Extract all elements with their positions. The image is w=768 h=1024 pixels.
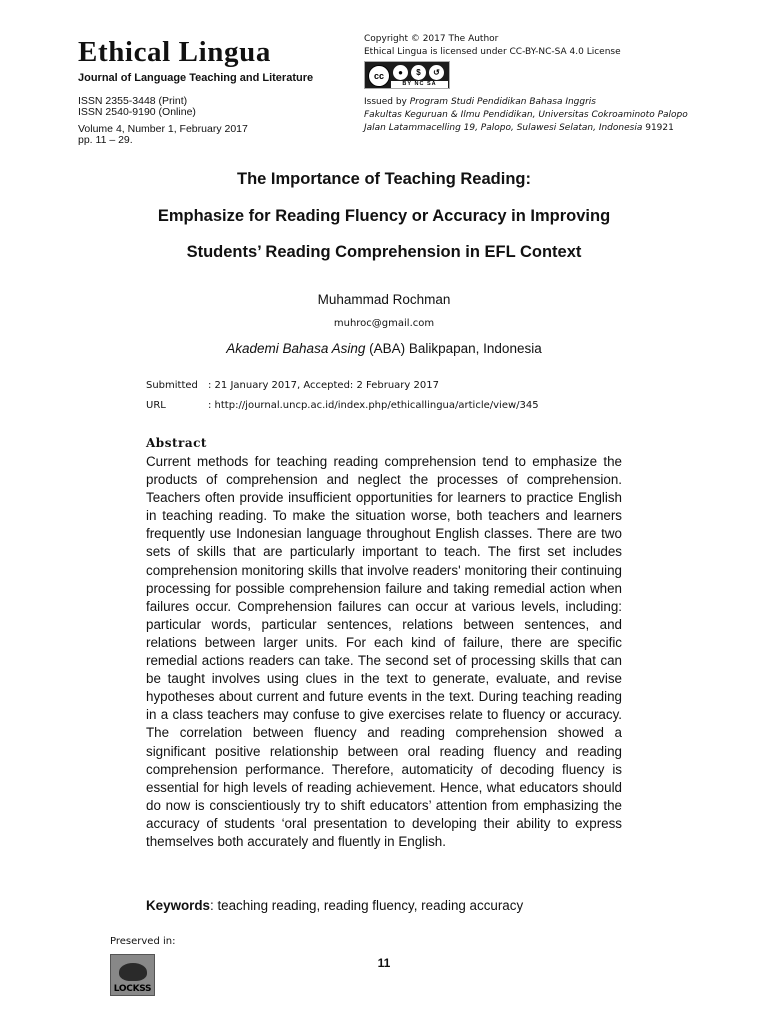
journal-title: Ethical Lingua: [78, 36, 271, 68]
article-title-line-2: Emphasize for Reading Fluency or Accuracy in Improving: [157, 207, 611, 225]
keywords-value: : teaching reading, reading fluency, reading accuracy: [210, 898, 524, 913]
article-title-line-1: The Importance of Teaching Reading:: [237, 170, 531, 188]
faculty: Fakultas Keguruan & Ilmu Pendidikan, Universitas Cokroaminoto Palopo: [364, 110, 688, 120]
url-row: [146, 400, 539, 411]
cc-license-badge[interactable]: [364, 61, 450, 89]
url-label: URL: [146, 400, 166, 411]
copyright-block: [364, 33, 621, 59]
volume-info: Volume 4, Number 1, February 2017: [78, 123, 248, 135]
abstract-heading: Abstract: [146, 436, 207, 450]
journal-subtitle: Journal of Language Teaching and Literature: [78, 72, 314, 84]
author-name: Muhammad Rochman: [317, 292, 451, 307]
postcode: 91921: [645, 123, 674, 133]
cc-icon: cc: [368, 65, 390, 87]
url-link[interactable]: : http://journal.uncp.ac.id/index.php/ethicallingua/article/view/345: [208, 400, 539, 411]
keywords-label: Keywords: [146, 898, 210, 913]
submitted-label: Submitted: [146, 380, 198, 391]
lockss-logo-text: LOCKSS: [113, 984, 152, 994]
abstract-body: Current methods for teaching reading comprehension tend to emphasize the products of comprehension and neglect the processes of comprehension. Teachers often provide insufficient opportunities for learners to practice English in teaching reading. To make the situation worse, both teachers and learners frequently use Indonesian language throughout English classes. There are two sets of skills that are particularly important to teach. The first set includes comprehension monitoring skills that involve readers' monitoring their continuing processing for possible comprehension failure and taking remedial action when failures occur. Comprehension failures can occur at various levels, including: particular words, particular sentences, relations between sentences, and relations between larger units. For each kind of failure, there are specific remedial actions readers can take. The second set of processing skills that can be taught involves using clues in the text to generate, evaluate, and revise hypotheses about current and future events in the text. During teaching reading in a class teachers may confuse to give exercises relate to fluency or accuracy. The correlation between fluency and reading comprehension showed a significant positive relationship between oral reading fluency and reading comprehension performance. Therefore, automaticity of decoding fluency is essential for high levels of reading achievement. Hence, what educators should do now is conscientiously try to shift educators’ attention from emphasizing the accuracy of students ‘oral presentation to developing their ability to express themselves both accurately and fluently in English.: [146, 454, 622, 849]
keywords: [146, 898, 523, 913]
issn-online: ISSN 2540-9190 (Online): [78, 106, 196, 118]
sa-icon: ↺: [429, 65, 444, 80]
article-title-line-3: Students’ Reading Comprehension in EFL Context: [186, 243, 582, 261]
submitted-row: [146, 380, 439, 391]
page-range: pp. 11 – 29.: [78, 134, 133, 146]
license-text: Ethical Lingua is licensed under CC-BY-NC-SA 4.0 License: [364, 47, 621, 57]
issued-by-program: Program Studi Pendidikan Bahasa Inggris: [409, 97, 596, 107]
by-icon: ●: [393, 65, 408, 80]
issued-by: Issued by Program Studi Pendidikan Bahasa Inggris: [364, 97, 596, 107]
author-affiliation: Akademi Bahasa Asing (ABA) Balikpapan, Indonesia: [226, 341, 542, 356]
author-email[interactable]: muhroc@gmail.com: [333, 318, 435, 329]
copyright-text: Copyright © 2017 The Author: [364, 34, 499, 44]
page-number: 11: [377, 956, 391, 970]
issn-print: ISSN 2355-3448 (Print): [78, 95, 188, 107]
preserved-in-label: Preserved in:: [110, 936, 176, 947]
address: Jalan Latammacelling 19, Palopo, Sulawesi Selatan, Indonesia 91921: [364, 123, 674, 133]
cc-badge-label: BY NC SA: [391, 81, 448, 88]
nc-icon: $: [411, 65, 426, 80]
submitted-value: : 21 January 2017, Accepted: 2 February 2017: [208, 380, 439, 391]
